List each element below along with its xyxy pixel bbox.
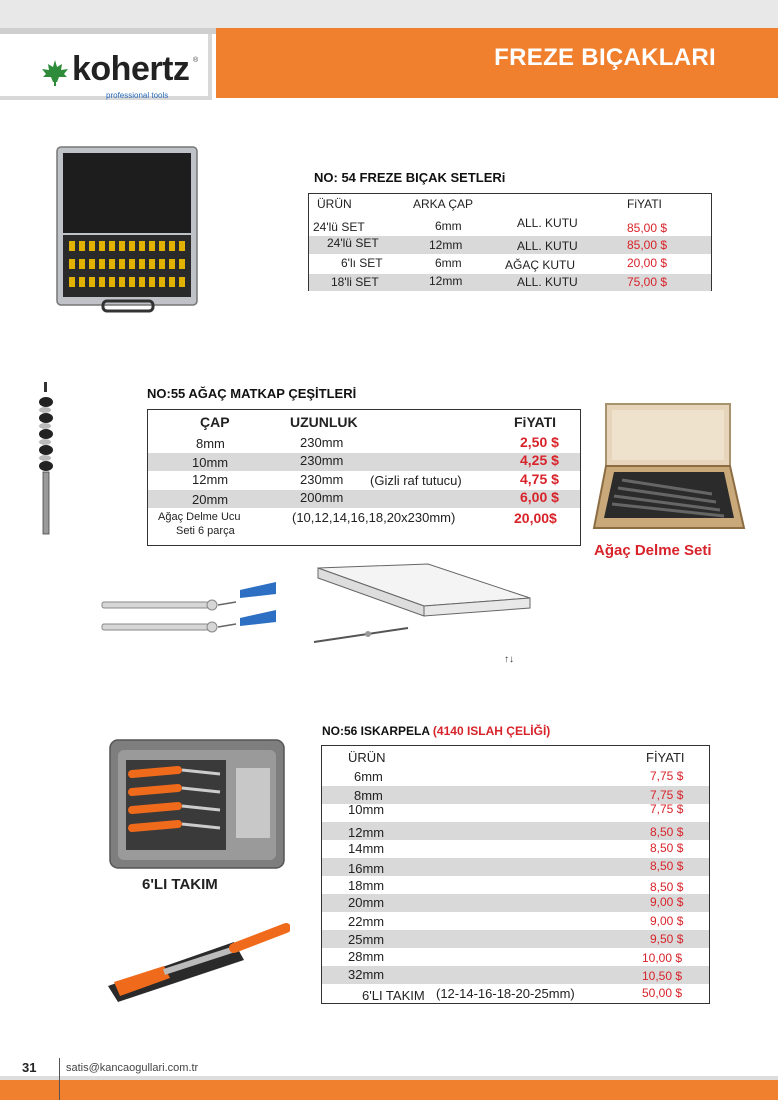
page-title: FREZE BIÇAKLARI xyxy=(494,44,716,71)
cell-size: 32mm xyxy=(348,967,385,982)
cell-diameter: 20mm xyxy=(192,492,229,507)
header-price: FİYATI xyxy=(646,750,685,765)
footer-band xyxy=(0,1080,778,1100)
cell-shank: 12mm xyxy=(429,238,463,252)
cell-price: 85,00 $ xyxy=(627,238,668,252)
cell-size: 22mm xyxy=(348,914,385,929)
cell-price: 4,75 $ xyxy=(520,471,559,487)
cell-product: 24'lü SET xyxy=(327,236,379,250)
cell-shank: 6mm xyxy=(435,219,462,233)
table-row xyxy=(322,948,709,966)
table-header-row xyxy=(148,414,580,434)
header-diameter: ÇAP xyxy=(200,414,230,430)
chisel-set-case-image xyxy=(108,734,286,872)
table-row xyxy=(322,966,709,984)
section-56-title-steel: (4140 ISLAH ÇELİĞİ) xyxy=(432,724,551,738)
cell-diameter: 10mm xyxy=(192,455,229,470)
section-55-title: NO:55 AĞAÇ MATKAP ÇEŞİTLERİ xyxy=(147,386,357,401)
table-row xyxy=(322,768,709,786)
section-56-table xyxy=(321,745,710,1004)
logo-text: kohertz xyxy=(72,50,190,88)
cell-price: 8,50 $ xyxy=(650,859,684,873)
cell-length: 230mm xyxy=(300,435,344,450)
section-56-title xyxy=(322,724,550,738)
cell-box: ALL. KUTU xyxy=(517,216,578,230)
header-product: ÜRÜN xyxy=(317,197,352,211)
cell-price: 7,75 $ xyxy=(650,788,684,802)
cell-size: 28mm xyxy=(348,949,385,964)
header-price: FiYATI xyxy=(514,414,557,430)
cell-price: 8,50 $ xyxy=(650,825,684,839)
table-row xyxy=(148,490,580,508)
header-shank: ARKA ÇAP xyxy=(413,197,474,211)
cell-product: 24'lü SET xyxy=(313,220,365,234)
wood-drill-set-box-image xyxy=(592,402,746,536)
table-row xyxy=(148,453,580,471)
cell-set-count: Seti 6 parça xyxy=(176,525,235,537)
table-row-set xyxy=(322,984,709,1004)
cell-box: ALL. KUTU xyxy=(517,275,578,289)
footer-separator xyxy=(59,1058,60,1100)
cell-price: 7,75 $ xyxy=(650,802,684,816)
cell-set-sizes: (12-14-16-18-20-25mm) xyxy=(436,986,575,1001)
table-row xyxy=(309,274,711,291)
cell-price: 75,00 $ xyxy=(627,275,668,289)
cell-size: 8mm xyxy=(354,788,383,803)
cell-size: 20mm xyxy=(348,895,385,910)
cell-size: 14mm xyxy=(348,841,385,856)
top-band xyxy=(0,0,778,28)
cell-shank: 12mm xyxy=(429,274,463,288)
table-row xyxy=(322,840,709,858)
table-header-row xyxy=(309,197,711,215)
cell-price: 6,00 $ xyxy=(520,489,559,505)
cell-length: 230mm xyxy=(300,453,344,468)
shelf-support-pins-image xyxy=(98,580,278,650)
page-number: 31 xyxy=(22,1060,37,1075)
table-row xyxy=(148,434,580,453)
cell-price: 20,00 $ xyxy=(627,256,668,270)
header-product: ÜRÜN xyxy=(348,750,386,765)
logo-tagline: professional tools xyxy=(106,91,169,100)
auger-drill-bit-image xyxy=(34,380,58,540)
cell-size: 16mm xyxy=(348,861,385,876)
cell-price: 8,50 $ xyxy=(650,880,684,894)
header-price: FiYATI xyxy=(627,197,662,211)
cell-price: 9,00 $ xyxy=(650,914,684,928)
cell-note: (Gizli raf tutucu) xyxy=(370,473,462,488)
section-54-table xyxy=(308,193,712,291)
cell-size: 18mm xyxy=(348,878,385,893)
cell-size: 10mm xyxy=(348,802,385,817)
logo-registered: ® xyxy=(193,57,199,64)
cell-box: ALL. KUTU xyxy=(517,239,578,253)
cell-price: 10,00 $ xyxy=(642,951,683,965)
cell-price: 9,00 $ xyxy=(650,895,684,909)
table-row xyxy=(322,876,709,894)
table-row xyxy=(322,804,709,822)
cell-size: 25mm xyxy=(348,932,385,947)
table-row xyxy=(309,216,711,234)
footer-email[interactable]: satis@kancaogullari.com.tr xyxy=(66,1062,199,1074)
cell-set-price: 20,00$ xyxy=(514,510,557,526)
cell-length: 230mm xyxy=(300,472,344,487)
table-row xyxy=(322,894,709,912)
cell-size: 12mm xyxy=(348,825,385,840)
cell-product: 6'lı SET xyxy=(341,256,383,270)
cell-price: 7,75 $ xyxy=(650,769,684,783)
cell-price: 8,50 $ xyxy=(650,841,684,855)
chisel-set-caption: 6'LI TAKIM xyxy=(142,876,218,893)
table-row xyxy=(309,236,711,254)
header-length: UZUNLUK xyxy=(290,414,358,430)
cell-diameter: 8mm xyxy=(196,436,225,451)
table-row xyxy=(322,858,709,876)
cell-price: 4,25 $ xyxy=(520,452,559,468)
router-bit-case-image xyxy=(55,145,200,315)
cell-product: 18'li SET xyxy=(331,275,379,289)
cell-price: 10,50 $ xyxy=(642,969,683,983)
cell-set-label: 6'LI TAKIM xyxy=(362,988,425,1003)
table-row xyxy=(322,912,709,930)
cell-diameter: 12mm xyxy=(192,472,229,487)
shelf-diagram-image xyxy=(308,558,532,670)
maple-leaf-icon xyxy=(40,58,70,88)
cell-set-sizes: (10,12,14,16,18,20x230mm) xyxy=(292,510,456,525)
table-header-row xyxy=(322,750,709,768)
table-row-set xyxy=(148,508,580,544)
table-row xyxy=(322,930,709,948)
cell-price: 2,50 $ xyxy=(520,434,559,450)
section-54-title: NO: 54 FREZE BIÇAK SETLERi xyxy=(314,170,506,185)
table-row xyxy=(309,255,711,273)
section-56-title-text: NO:56 ISKARPELA xyxy=(322,724,430,738)
chisel-in-package-image xyxy=(104,916,290,1006)
cell-set-price: 50,00 $ xyxy=(642,986,683,1000)
table-row xyxy=(322,822,709,840)
cell-length: 200mm xyxy=(300,490,344,505)
cell-shank: 6mm xyxy=(435,256,462,270)
cell-box: AĞAÇ KUTU xyxy=(505,258,576,272)
table-row xyxy=(148,471,580,490)
svg-text:↑↓: ↑↓ xyxy=(504,654,514,665)
cell-price: 9,50 $ xyxy=(650,932,684,946)
cell-set-name: Ağaç Delme Ucu xyxy=(158,511,241,523)
wood-drill-set-caption: Ağaç Delme Seti xyxy=(594,542,712,559)
cell-size: 6mm xyxy=(354,769,383,784)
section-55-table xyxy=(147,409,581,546)
cell-price: 85,00 $ xyxy=(627,221,668,235)
